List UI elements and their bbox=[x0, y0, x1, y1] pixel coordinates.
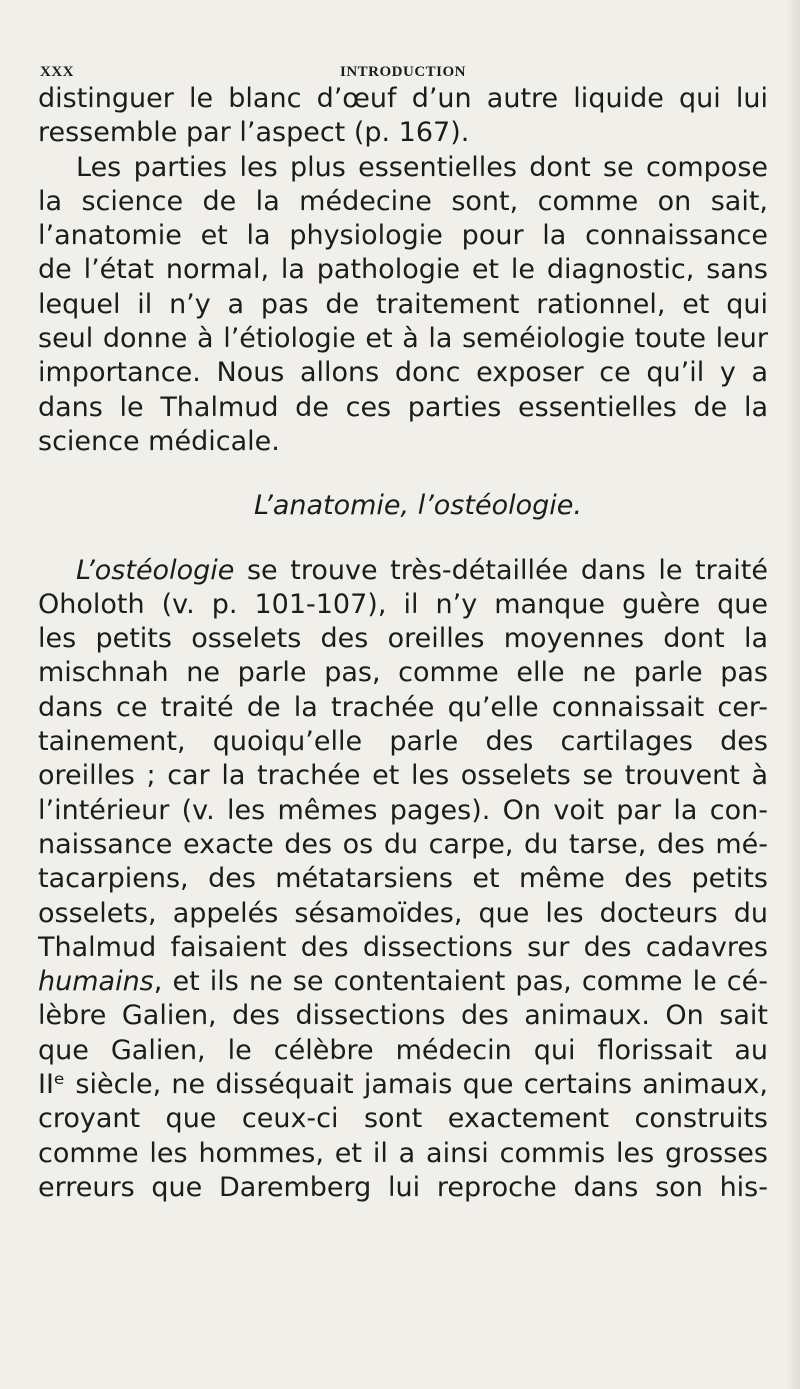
text-line: Oholoth (v. p. 101-107), il n’y manque guère que bbox=[38, 588, 768, 620]
text-line: lèbre Galien, des dissections des animaux. On sait bbox=[38, 1000, 768, 1032]
text-line: erreurs que Daremberg lui reproche dans son his- bbox=[38, 1171, 768, 1203]
text-line: mischnah ne parle pas, comme elle ne parle pas bbox=[38, 657, 768, 689]
text-line: les petits osselets des oreilles moyennes dont la bbox=[38, 623, 768, 655]
text-line: naissance exacte des os du carpe, du tarse, des mé- bbox=[38, 828, 768, 860]
text-line: que Galien, le célèbre médecin qui florissait au bbox=[38, 1034, 768, 1066]
text-line: distinguer le blanc d’œuf d’un autre liquide qui lui bbox=[38, 83, 768, 114]
text-line: dans ce traité de la trachée qu’elle connaissait cer- bbox=[38, 691, 768, 723]
text-span: , et ils ne se contentaient pas, comme le cé- bbox=[153, 966, 768, 998]
text-line bbox=[38, 965, 768, 999]
section-heading: L’anatomie, l’ostéologie. bbox=[254, 490, 582, 522]
body-text bbox=[38, 82, 768, 1205]
text-line: lequel il n’y a pas de traitement rationnel, et qui bbox=[38, 288, 768, 320]
text-line: comme les hommes, et il a ainsi commis les grosses bbox=[38, 1137, 768, 1169]
text-line: oreilles ; car la trachée et les osselets se trouvent à bbox=[38, 760, 768, 792]
italic-term: humains bbox=[38, 966, 154, 998]
text-line: tainement, quoiqu’elle parle des cartilages des bbox=[38, 726, 768, 758]
text-line: Les parties les plus essentielles dont se compose bbox=[76, 151, 768, 183]
text-line: osselets, appelés sésamoïdes, que les docteurs du bbox=[38, 897, 768, 929]
page-number: XXX bbox=[40, 64, 74, 80]
text-line: Thalmud faisaient des dissections sur des cadavres bbox=[38, 931, 768, 963]
text-line: seul donne à l’étiologie et à la seméiologie toute leur bbox=[38, 323, 768, 355]
spacer bbox=[38, 459, 768, 489]
text-line: tacarpiens, des métatarsiens et même des petits bbox=[38, 863, 768, 895]
italic-term: L’ostéologie bbox=[76, 554, 235, 586]
text-line: IIᵉ siècle, ne disséquait jamais que certains animaux, bbox=[38, 1069, 768, 1101]
text-line: importance. Nous allons donc exposer ce qu’il y a bbox=[38, 357, 768, 389]
text-line: de l’état normal, la pathologie et le diagnostic, sans bbox=[38, 254, 768, 286]
text-line: dans le Thalmud de ces parties essentielles de la bbox=[38, 391, 768, 423]
text-line: science médicale. bbox=[38, 425, 280, 457]
text-span: se trouve très-détaillée dans le traité bbox=[234, 554, 768, 586]
text-line: croyant que ceux-ci sont exactement construits bbox=[38, 1103, 768, 1135]
text-line bbox=[38, 554, 768, 588]
running-head-title: INTRODUCTION bbox=[340, 64, 467, 80]
text-line: ressemble par l’aspect (p. 167). bbox=[38, 117, 470, 149]
spacer bbox=[38, 524, 768, 554]
text-line: l’anatomie et la physiologie pour la connaissance bbox=[38, 220, 768, 252]
page-edge-shadow bbox=[786, 0, 800, 1389]
text-line: l’intérieur (v. les mêmes pages). On voit par la con- bbox=[38, 794, 768, 826]
text-line: la science de la médecine sont, comme on sait, bbox=[38, 185, 768, 217]
